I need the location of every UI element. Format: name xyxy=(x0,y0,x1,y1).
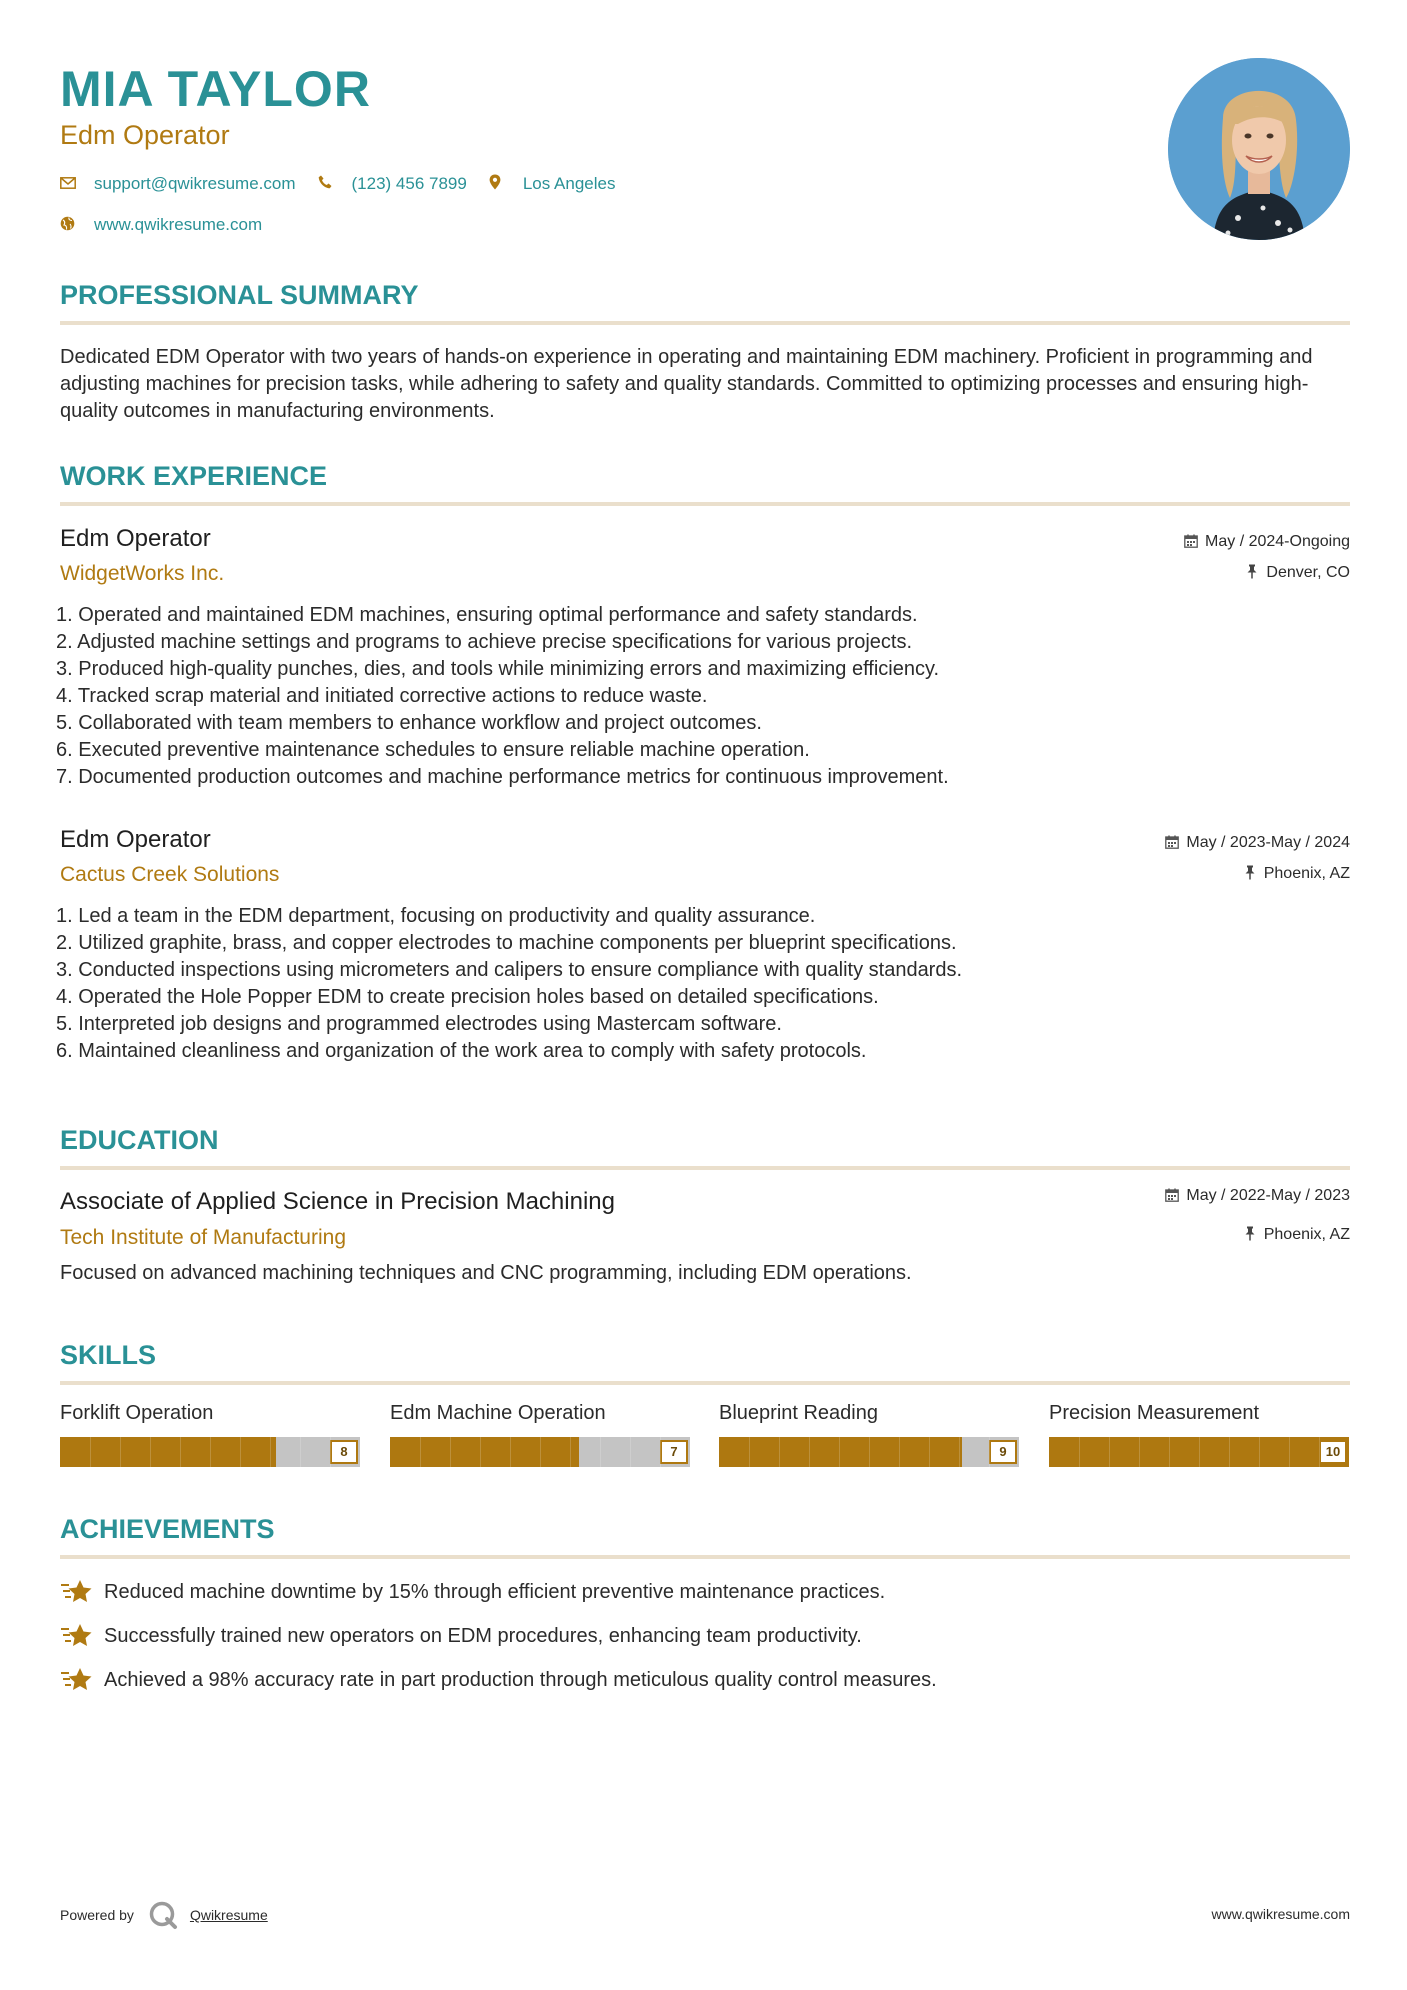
skill-bar-segment xyxy=(869,1437,870,1467)
education-dates-text: May / 2022-May / 2023 xyxy=(1186,1187,1350,1204)
list-item: 3. Produced high-quality punches, dies, and tools while minimizing errors and maximizing efficiency. xyxy=(56,658,940,680)
contact-phone[interactable] xyxy=(318,174,467,194)
skills-heading: SKILLS xyxy=(60,1340,157,1370)
skill-level: 7 xyxy=(660,1440,688,1464)
star-icon xyxy=(60,1666,94,1694)
skill-bar-segment xyxy=(540,1437,541,1467)
skill-bar-segment xyxy=(450,1437,451,1467)
candidate-title: Edm Operator xyxy=(60,120,230,150)
skill-bar-segment xyxy=(899,1437,900,1467)
skill-bar-segment xyxy=(570,1437,571,1467)
contact-row-2 xyxy=(60,215,284,235)
powered-by-label: Powered by xyxy=(60,1907,134,1923)
achievement-text: Reduced machine downtime by 15% through efficient preventive maintenance practices. xyxy=(104,1580,886,1603)
skill-bar-segment xyxy=(600,1437,601,1467)
contact-location xyxy=(489,174,616,194)
skill-item xyxy=(719,1402,1019,1467)
skill-bar-segment xyxy=(420,1437,421,1467)
skill-bar-segment xyxy=(150,1437,151,1467)
skill-bar xyxy=(1049,1437,1349,1467)
education-dates xyxy=(1162,1187,1350,1205)
list-item: 5. Collaborated with team members to enhance workflow and project outcomes. xyxy=(56,712,762,734)
skill-bar-segment xyxy=(959,1437,960,1467)
skill-bar-segment xyxy=(929,1437,930,1467)
job-duties-list xyxy=(56,903,1346,1065)
education-heading: EDUCATION xyxy=(60,1125,219,1155)
experience-heading: WORK EXPERIENCE xyxy=(60,461,328,491)
job-title: Edm Operator xyxy=(60,826,211,853)
skill-bar-segment xyxy=(480,1437,481,1467)
list-item: 1. Operated and maintained EDM machines, ensuring optimal performance and safety standards. xyxy=(56,604,918,626)
footer-powered-by xyxy=(60,1900,268,1930)
skill-bar-segment xyxy=(510,1437,511,1467)
skill-bar-segment xyxy=(90,1437,91,1467)
qwikresume-link[interactable]: Qwikresume xyxy=(189,1907,268,1923)
skill-item xyxy=(1049,1402,1349,1467)
skill-bar xyxy=(719,1437,1019,1467)
skill-bar-segment xyxy=(1319,1437,1320,1467)
skill-bar-segment xyxy=(1109,1437,1110,1467)
skill-level: 9 xyxy=(989,1440,1017,1464)
qwikresume-logo-icon xyxy=(148,1900,178,1930)
list-item: 3. Conducted inspections using micrometers and calipers to ensure compliance with quality standards. xyxy=(56,959,963,981)
profile-photo xyxy=(1168,58,1350,240)
skill-bar-segment xyxy=(1139,1437,1140,1467)
section-divider xyxy=(60,321,1350,325)
skill-item xyxy=(60,1402,360,1467)
education-location-text: Phoenix, AZ xyxy=(1263,1226,1350,1243)
skill-bar-segment xyxy=(240,1437,241,1467)
education-location xyxy=(1240,1226,1350,1244)
skill-bar-segment xyxy=(1169,1437,1170,1467)
list-item: 1. Led a team in the EDM department, focusing on productivity and quality assurance. xyxy=(56,905,816,927)
skill-name: Forklift Operation xyxy=(60,1402,214,1424)
list-item: 4. Operated the Hole Popper EDM to create precision holes based on detailed specifications. xyxy=(56,986,879,1008)
calendar-icon xyxy=(1181,534,1201,551)
job-location-text: Phoenix, AZ xyxy=(1263,865,1350,882)
skill-bar-segment xyxy=(839,1437,840,1467)
envelope-icon xyxy=(60,176,80,193)
job-dates-text: May / 2023-May / 2024 xyxy=(1186,834,1350,851)
education-description: Focused on advanced machining techniques and CNC programming, including EDM operations. xyxy=(60,1262,912,1284)
contact-website[interactable] xyxy=(60,215,262,235)
skill-bar-segment xyxy=(270,1437,271,1467)
achievement-item xyxy=(60,1622,862,1650)
star-icon xyxy=(60,1622,94,1650)
skill-bar-segment xyxy=(1289,1437,1290,1467)
list-item: 5. Interpreted job designs and programmed electrodes using Mastercam software. xyxy=(56,1013,782,1035)
job-dates-text: May / 2024-Ongoing xyxy=(1205,533,1350,550)
skill-bar-segment xyxy=(660,1437,661,1467)
list-item: 6. Executed preventive maintenance schedules to ensure reliable machine operation. xyxy=(56,739,810,761)
skill-bar-fill xyxy=(719,1437,962,1467)
skill-level: 8 xyxy=(330,1440,358,1464)
list-item: 7. Documented production outcomes and machine performance metrics for continuous improvement. xyxy=(56,766,949,788)
summary-heading: PROFESSIONAL SUMMARY xyxy=(60,280,419,310)
calendar-icon xyxy=(1162,1188,1182,1205)
candidate-name: MIA TAYLOR xyxy=(60,61,371,117)
map-pin-icon xyxy=(489,174,509,194)
list-item: 6. Maintained cleanliness and organization of the work area to comply with safety protocols. xyxy=(56,1040,867,1062)
skill-bar-segment xyxy=(749,1437,750,1467)
skill-bar-segment xyxy=(630,1437,631,1467)
achievements-heading: ACHIEVEMENTS xyxy=(60,1514,275,1544)
calendar-icon xyxy=(1162,835,1182,852)
skill-bar-segment xyxy=(300,1437,301,1467)
skill-bar-segment xyxy=(180,1437,181,1467)
section-divider xyxy=(60,1166,1350,1170)
section-divider xyxy=(60,1381,1350,1385)
skill-bar xyxy=(390,1437,690,1467)
section-divider xyxy=(60,1555,1350,1559)
skill-name: Blueprint Reading xyxy=(719,1402,878,1424)
job-duties-list xyxy=(56,602,1346,791)
list-item: 2. Adjusted machine settings and programs to achieve precise specifications for various projects. xyxy=(56,631,912,653)
skill-bar-segment xyxy=(1229,1437,1230,1467)
achievement-text: Achieved a 98% accuracy rate in part production through meticulous quality control measures. xyxy=(104,1668,937,1691)
pushpin-icon xyxy=(1242,564,1262,582)
job-location xyxy=(1242,564,1350,582)
website-text: www.qwikresume.com xyxy=(94,215,263,234)
footer-url[interactable]: www.qwikresume.com xyxy=(1211,1906,1350,1922)
email-text: support@qwikresume.com xyxy=(94,174,296,193)
job-dates xyxy=(1162,834,1350,852)
contact-row xyxy=(60,174,637,194)
job-title: Edm Operator xyxy=(60,525,211,552)
skill-name: Edm Machine Operation xyxy=(390,1402,606,1424)
skill-bar-segment xyxy=(1199,1437,1200,1467)
skill-bar-segment xyxy=(1259,1437,1260,1467)
skill-bar-segment xyxy=(809,1437,810,1467)
skill-bar-segment xyxy=(779,1437,780,1467)
list-item: 2. Utilized graphite, brass, and copper electrodes to machine components per blueprint specifications. xyxy=(56,932,957,954)
contact-email[interactable] xyxy=(60,174,296,194)
job-company: WidgetWorks Inc. xyxy=(60,562,225,585)
skill-bar-segment xyxy=(330,1437,331,1467)
pushpin-icon xyxy=(1240,865,1260,883)
skill-bar-fill xyxy=(60,1437,276,1467)
skill-bar-fill xyxy=(390,1437,579,1467)
degree-title: Associate of Applied Science in Precision Machining xyxy=(60,1188,615,1215)
skill-bar-segment xyxy=(989,1437,990,1467)
star-icon xyxy=(60,1578,94,1606)
skill-bar-segment xyxy=(120,1437,121,1467)
section-divider xyxy=(60,502,1350,506)
job-dates xyxy=(1181,533,1350,551)
skill-level: 10 xyxy=(1319,1440,1347,1464)
phone-icon xyxy=(318,175,338,193)
skill-name: Precision Measurement xyxy=(1049,1402,1260,1424)
achievement-item xyxy=(60,1578,885,1606)
list-item: 4. Tracked scrap material and initiated corrective actions to reduce waste. xyxy=(56,685,708,707)
phone-text: (123) 456 7899 xyxy=(351,174,467,193)
pushpin-icon xyxy=(1240,1226,1260,1244)
skill-bar xyxy=(60,1437,360,1467)
skill-bar-segment xyxy=(1079,1437,1080,1467)
summary-text: Dedicated EDM Operator with two years of hands-on experience in operating and maintaining EDM machinery. Proficient in programming and adjusting machines for precision tasks, while adhering to safety and quality standards. Committed to optimizing processes and ensuring high-quality outcomes in manufacturing environments. xyxy=(60,346,1313,422)
job-company: Cactus Creek Solutions xyxy=(60,863,280,886)
globe-icon xyxy=(60,216,80,235)
achievement-text: Successfully trained new operators on EDM procedures, enhancing team productivity. xyxy=(104,1624,862,1647)
achievement-item xyxy=(60,1666,937,1694)
skill-bar-segment xyxy=(210,1437,211,1467)
school-name: Tech Institute of Manufacturing xyxy=(60,1226,346,1249)
location-text: Los Angeles xyxy=(522,174,616,193)
job-location-text: Denver, CO xyxy=(1266,564,1350,581)
skill-item xyxy=(390,1402,690,1467)
job-location xyxy=(1240,865,1350,883)
